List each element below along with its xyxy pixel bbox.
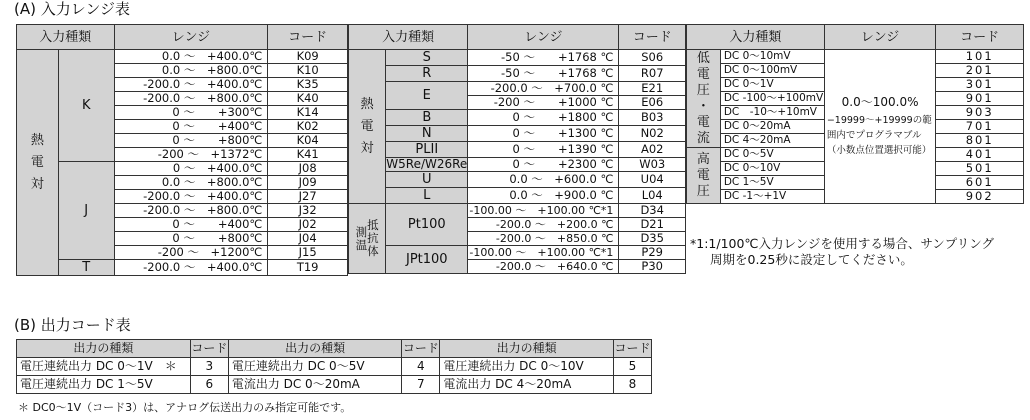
- range-cell: -200.0 ～ +200.0 ℃: [468, 218, 619, 232]
- range-cell: -50 ～ +1768 ℃: [468, 50, 619, 66]
- output-header-code: コード: [613, 340, 651, 358]
- code-cell: P30: [619, 260, 686, 274]
- range-cell: 0.0 ～ +400.0℃: [114, 50, 268, 64]
- code-cell: A02: [619, 142, 686, 158]
- range-cell: 0 ～ +400℃: [114, 218, 268, 232]
- code-cell: 401: [936, 148, 1024, 162]
- input-type-b: B: [386, 110, 468, 126]
- output-header-code: コード: [190, 340, 228, 358]
- range-cell: -200 ～ +1200℃: [114, 246, 268, 260]
- input-type-j: J: [58, 162, 114, 260]
- output-code-cell: 7: [402, 376, 440, 394]
- code-cell: 501: [936, 162, 1024, 176]
- shared-range: [824, 50, 936, 204]
- code-cell: 101: [936, 50, 1024, 64]
- output-code-cell: 3: [190, 358, 228, 376]
- output-code-cell: 5: [613, 358, 651, 376]
- input-type-cell: DC 0～20mA: [720, 120, 824, 134]
- header-input-type: 入力種類: [687, 25, 825, 50]
- code-cell: J27: [268, 190, 348, 204]
- range-cell: 0.0 ～ +600.0 ℃: [468, 172, 619, 188]
- input-type-cell: DC 0～5V: [720, 148, 824, 162]
- range-cell: -200.0 ～ +400.0℃: [114, 78, 268, 92]
- input-type-cell: DC -10～+10mV: [720, 106, 824, 120]
- header-code: コード: [936, 25, 1024, 50]
- output-code-cell: 6: [190, 376, 228, 394]
- input-type-cell: DC 0～1V: [720, 78, 824, 92]
- code-cell: W03: [619, 158, 686, 172]
- thermocouple-kjt-table: [16, 24, 348, 276]
- range-cell: -200.0 ～ +640.0 ℃: [468, 260, 619, 274]
- input-type-u: U: [386, 172, 468, 188]
- footnote: ＊ DC0～1V（コード3）は、アナログ伝送出力のみ指定可能です。: [18, 401, 352, 414]
- code-cell: K35: [268, 78, 348, 92]
- range-cell: 0 ～ +1800 ℃: [468, 110, 619, 126]
- code-cell: 701: [936, 120, 1024, 134]
- rtd-label-b: 抵 抗 体: [367, 218, 379, 258]
- code-cell: P29: [619, 246, 686, 260]
- code-cell: J32: [268, 204, 348, 218]
- input-type-cell: DC 4～20mA: [720, 134, 824, 148]
- shared-range-main: 0.0～100.0%: [841, 94, 919, 109]
- range-cell: -200.0 ～ +800.0℃: [114, 204, 268, 218]
- input-type-w5re-w26re: W5Re/W26Re: [386, 157, 468, 171]
- code-cell: 801: [936, 134, 1024, 148]
- code-cell: 902: [936, 190, 1024, 204]
- group-rtd: [349, 204, 386, 274]
- input-type-cell: DC -1～+1V: [720, 190, 824, 204]
- code-cell: J08: [268, 162, 348, 176]
- header-range: レンジ: [824, 25, 936, 50]
- code-cell: K41: [268, 148, 348, 162]
- range-cell: 0 ～ +300℃: [114, 106, 268, 120]
- range-cell: 0 ～ +400℃: [114, 120, 268, 134]
- output-header-type: 出力の種類: [228, 340, 402, 358]
- code-cell: 601: [936, 176, 1024, 190]
- code-cell: 903: [936, 106, 1024, 120]
- code-cell: J02: [268, 218, 348, 232]
- input-type-n: N: [386, 126, 468, 142]
- output-code-cell: 8: [613, 376, 651, 394]
- range-cell: -100.00 ～ +100.00 ℃*1: [468, 204, 619, 218]
- input-type-k: K: [58, 50, 114, 162]
- range-cell: -200 ～ +1372℃: [114, 148, 268, 162]
- input-type-cell: DC 0～100mV: [720, 64, 824, 78]
- header-code: コード: [268, 25, 348, 50]
- range-cell: -100.00 ～ +100.00 ℃*1: [468, 246, 619, 260]
- input-type-jpt100: JPt100: [386, 246, 468, 274]
- group-high-voltage: 高 電 圧: [687, 148, 721, 204]
- code-cell: N02: [619, 126, 686, 142]
- code-cell: D21: [619, 218, 686, 232]
- code-cell: J04: [268, 232, 348, 246]
- output-code-cell: 4: [402, 358, 440, 376]
- code-cell: T19: [268, 260, 348, 276]
- output-type-cell: 電圧連続出力 DC 1～5V: [17, 376, 191, 394]
- shared-range-note: −19999～+19999の範囲内でプログラマブル（小数点位置選択可能）: [826, 114, 932, 156]
- output-header-type: 出力の種類: [17, 340, 191, 358]
- input-type-r: R: [386, 66, 468, 82]
- code-cell: S06: [619, 50, 686, 66]
- range-cell: -200 ～ +1000 ℃: [468, 96, 619, 110]
- rtd-label-a: 測 温: [355, 224, 368, 252]
- header-range: レンジ: [468, 25, 619, 50]
- code-cell: K14: [268, 106, 348, 120]
- group-thermocouple: 熱 電 対: [349, 50, 386, 204]
- range-cell: -50 ～ +1768 ℃: [468, 66, 619, 82]
- range-cell: 0.0 ～ +800.0℃: [114, 64, 268, 78]
- output-type-cell: 電流出力 DC 4～20mA: [440, 376, 614, 394]
- code-cell: R07: [619, 66, 686, 82]
- range-cell: -200.0 ～ +800.0℃: [114, 92, 268, 106]
- group-low-voltage-current: 低 電 圧 ・ 電 流: [687, 50, 721, 148]
- output-type-cell: 電圧連続出力 DC 0～1V ＊: [17, 358, 191, 376]
- range-cell: 0.0 ～ +900.0 ℃: [468, 188, 619, 204]
- code-cell: E06: [619, 96, 686, 110]
- code-cell: 901: [936, 92, 1024, 106]
- code-cell: L04: [619, 188, 686, 204]
- voltage-current-table: [686, 24, 1024, 204]
- output-type-cell: 電流出力 DC 0～20mA: [228, 376, 402, 394]
- note-sampling-line1: *1:1/100℃入力レンジを使用する場合、サンプリング: [690, 236, 994, 251]
- code-cell: D35: [619, 232, 686, 246]
- range-cell: -200.0 ～ +850.0 ℃: [468, 232, 619, 246]
- code-cell: 301: [936, 78, 1024, 92]
- code-cell: K04: [268, 134, 348, 148]
- output-code-table: [16, 339, 652, 394]
- input-type-plii: PLII: [386, 142, 468, 158]
- input-type-cell: DC -100～+100mV: [720, 92, 824, 106]
- input-type-l: L: [386, 188, 468, 204]
- code-cell: 201: [936, 64, 1024, 78]
- note-sampling-line2: 周期を0.25秒に設定してください。: [710, 252, 913, 267]
- code-cell: K09: [268, 50, 348, 64]
- input-type-s: S: [386, 50, 468, 66]
- range-cell: 0 ～ +1390 ℃: [468, 142, 619, 158]
- range-cell: -200.0 ～ +400.0℃: [114, 260, 268, 276]
- header-input-type: 入力種類: [17, 25, 115, 50]
- range-cell: -200.0 ～ +700.0 ℃: [468, 82, 619, 96]
- code-cell: B03: [619, 110, 686, 126]
- output-type-cell: 電圧連続出力 DC 0～10V: [440, 358, 614, 376]
- range-cell: 0 ～ +2300 ℃: [468, 158, 619, 172]
- range-cell: 0 ～ +400.0℃: [114, 162, 268, 176]
- header-range: レンジ: [114, 25, 268, 50]
- input-type-t: T: [58, 260, 114, 276]
- section-a-title: (A) 入力レンジ表: [14, 0, 130, 18]
- input-type-cell: DC 1～5V: [720, 176, 824, 190]
- group-thermocouple: 熱 電 対: [17, 50, 59, 276]
- range-cell: 0 ～ +800℃: [114, 134, 268, 148]
- range-cell: 0 ～ +1300 ℃: [468, 126, 619, 142]
- code-cell: K02: [268, 120, 348, 134]
- input-type-pt100: Pt100: [386, 204, 468, 246]
- code-cell: J09: [268, 176, 348, 190]
- input-type-cell: DC 0～10mV: [720, 50, 824, 64]
- header-code: コード: [619, 25, 686, 50]
- output-type-cell: 電圧連続出力 DC 0～5V: [228, 358, 402, 376]
- input-type-cell: DC 0～10V: [720, 162, 824, 176]
- code-cell: K10: [268, 64, 348, 78]
- code-cell: E21: [619, 82, 686, 96]
- section-b-title: (B) 出力コード表: [14, 316, 131, 334]
- code-cell: D34: [619, 204, 686, 218]
- thermocouple-rtd-table: [348, 24, 686, 274]
- range-cell: -200.0 ～ +400.0℃: [114, 190, 268, 204]
- range-cell: 0 ～ +800℃: [114, 232, 268, 246]
- header-input-type: 入力種類: [349, 25, 468, 50]
- range-cell: 0.0 ～ +800.0℃: [114, 176, 268, 190]
- code-cell: J15: [268, 246, 348, 260]
- code-cell: K40: [268, 92, 348, 106]
- code-cell: U04: [619, 172, 686, 188]
- output-header-type: 出力の種類: [440, 340, 614, 358]
- output-header-code: コード: [402, 340, 440, 358]
- input-type-e: E: [386, 82, 468, 110]
